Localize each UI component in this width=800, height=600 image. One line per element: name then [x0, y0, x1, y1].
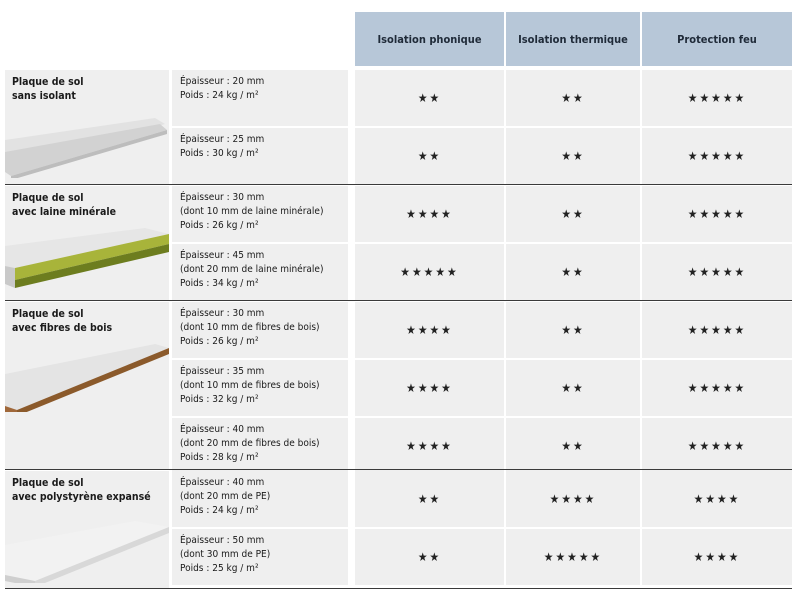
acoustic-rating: ★★★★: [355, 418, 504, 474]
spec-line: Poids : 32 kg / m²: [180, 394, 259, 405]
product-name-line: avec fibres de bois: [12, 322, 113, 334]
spec-line: Poids : 26 kg / m²: [180, 336, 259, 347]
spec-line: (dont 10 mm de fibres de bois): [180, 380, 320, 391]
wood-fibre-board-image: [5, 344, 169, 416]
column-header: Isolation phonique: [355, 12, 504, 66]
spec-line: Épaisseur : 50 mm: [180, 535, 265, 546]
thermal-rating: ★★★★: [506, 471, 640, 527]
product-name-line: Plaque de sol: [12, 76, 84, 88]
group-divider: [5, 588, 792, 589]
spec-line: (dont 20 mm de fibres de bois): [180, 438, 320, 449]
product-group: [5, 302, 169, 469]
polystyrene-board-image: [5, 515, 169, 587]
spec-line: (dont 30 mm de PE): [180, 549, 271, 560]
spec-line: Poids : 25 kg / m²: [180, 563, 259, 574]
column-header: Isolation thermique: [506, 12, 640, 66]
product-name-line: Plaque de sol: [12, 477, 84, 489]
fire-rating: ★★★★★: [642, 360, 792, 416]
product-group: [5, 70, 169, 184]
product-name: [12, 476, 151, 504]
spec-cell: [172, 360, 348, 416]
thermal-rating: ★★: [506, 302, 640, 358]
acoustic-rating: ★★★★★: [355, 244, 504, 300]
spec-line: (dont 10 mm de fibres de bois): [180, 322, 320, 333]
spec-cell: [172, 128, 348, 184]
spec-line: Épaisseur : 40 mm: [180, 424, 265, 435]
acoustic-rating: ★★★★: [355, 302, 504, 358]
spec-line: (dont 20 mm de laine minérale): [180, 264, 324, 275]
spec-line: Épaisseur : 45 mm: [180, 250, 265, 261]
fire-rating: ★★★★★: [642, 244, 792, 300]
thermal-rating: ★★: [506, 70, 640, 126]
spec-line: Poids : 30 kg / m²: [180, 148, 259, 159]
product-group: [5, 471, 169, 588]
spec-line: Poids : 34 kg / m²: [180, 278, 259, 289]
spec-line: (dont 10 mm de laine minérale): [180, 206, 324, 217]
fire-rating: ★★★★★: [642, 128, 792, 184]
thermal-rating: ★★: [506, 186, 640, 242]
product-name-line: avec laine minérale: [12, 206, 116, 218]
product-name-line: Plaque de sol: [12, 192, 84, 204]
spec-cell: [172, 529, 348, 585]
product-name: [12, 191, 116, 219]
fire-rating: ★★★★: [642, 471, 792, 527]
group-divider: [5, 184, 792, 185]
acoustic-rating: ★★: [355, 128, 504, 184]
product-name: [12, 307, 112, 335]
spec-line: Poids : 24 kg / m²: [180, 90, 259, 101]
spec-line: Épaisseur : 25 mm: [180, 134, 265, 145]
thermal-rating: ★★★★★: [506, 529, 640, 585]
product-name-line: sans isolant: [12, 90, 76, 102]
thermal-rating: ★★: [506, 418, 640, 474]
spec-cell: [172, 418, 348, 474]
column-header: Protection feu: [642, 12, 792, 66]
fire-rating: ★★★★★: [642, 70, 792, 126]
spec-line: (dont 20 mm de PE): [180, 491, 271, 502]
group-divider: [5, 300, 792, 301]
product-group: [5, 186, 169, 300]
spec-line: Épaisseur : 30 mm: [180, 308, 265, 319]
thermal-rating: ★★: [506, 360, 640, 416]
spec-line: Poids : 24 kg / m²: [180, 505, 259, 516]
thermal-rating: ★★: [506, 128, 640, 184]
spec-line: Épaisseur : 30 mm: [180, 192, 265, 203]
fire-rating: ★★★★: [642, 529, 792, 585]
group-divider: [5, 469, 792, 470]
fire-rating: ★★★★★: [642, 418, 792, 474]
plain-board-image: [5, 110, 169, 182]
spec-cell: [172, 471, 348, 527]
spec-cell: [172, 70, 348, 126]
mineral-wool-board-image: [5, 228, 169, 300]
acoustic-rating: ★★★★: [355, 186, 504, 242]
spec-cell: [172, 302, 348, 358]
acoustic-rating: ★★★★: [355, 360, 504, 416]
spec-line: Poids : 26 kg / m²: [180, 220, 259, 231]
fire-rating: ★★★★★: [642, 302, 792, 358]
acoustic-rating: ★★: [355, 529, 504, 585]
thermal-rating: ★★: [506, 244, 640, 300]
product-name: [12, 75, 84, 103]
spec-cell: [172, 244, 348, 300]
spec-line: Épaisseur : 40 mm: [180, 477, 265, 488]
product-name-line: avec polystyrène expansé: [12, 491, 151, 503]
acoustic-rating: ★★: [355, 471, 504, 527]
product-name-line: Plaque de sol: [12, 308, 84, 320]
acoustic-rating: ★★: [355, 70, 504, 126]
spec-cell: [172, 186, 348, 242]
spec-line: Épaisseur : 35 mm: [180, 366, 265, 377]
spec-line: Épaisseur : 20 mm: [180, 76, 265, 87]
fire-rating: ★★★★★: [642, 186, 792, 242]
spec-line: Poids : 28 kg / m²: [180, 452, 259, 463]
